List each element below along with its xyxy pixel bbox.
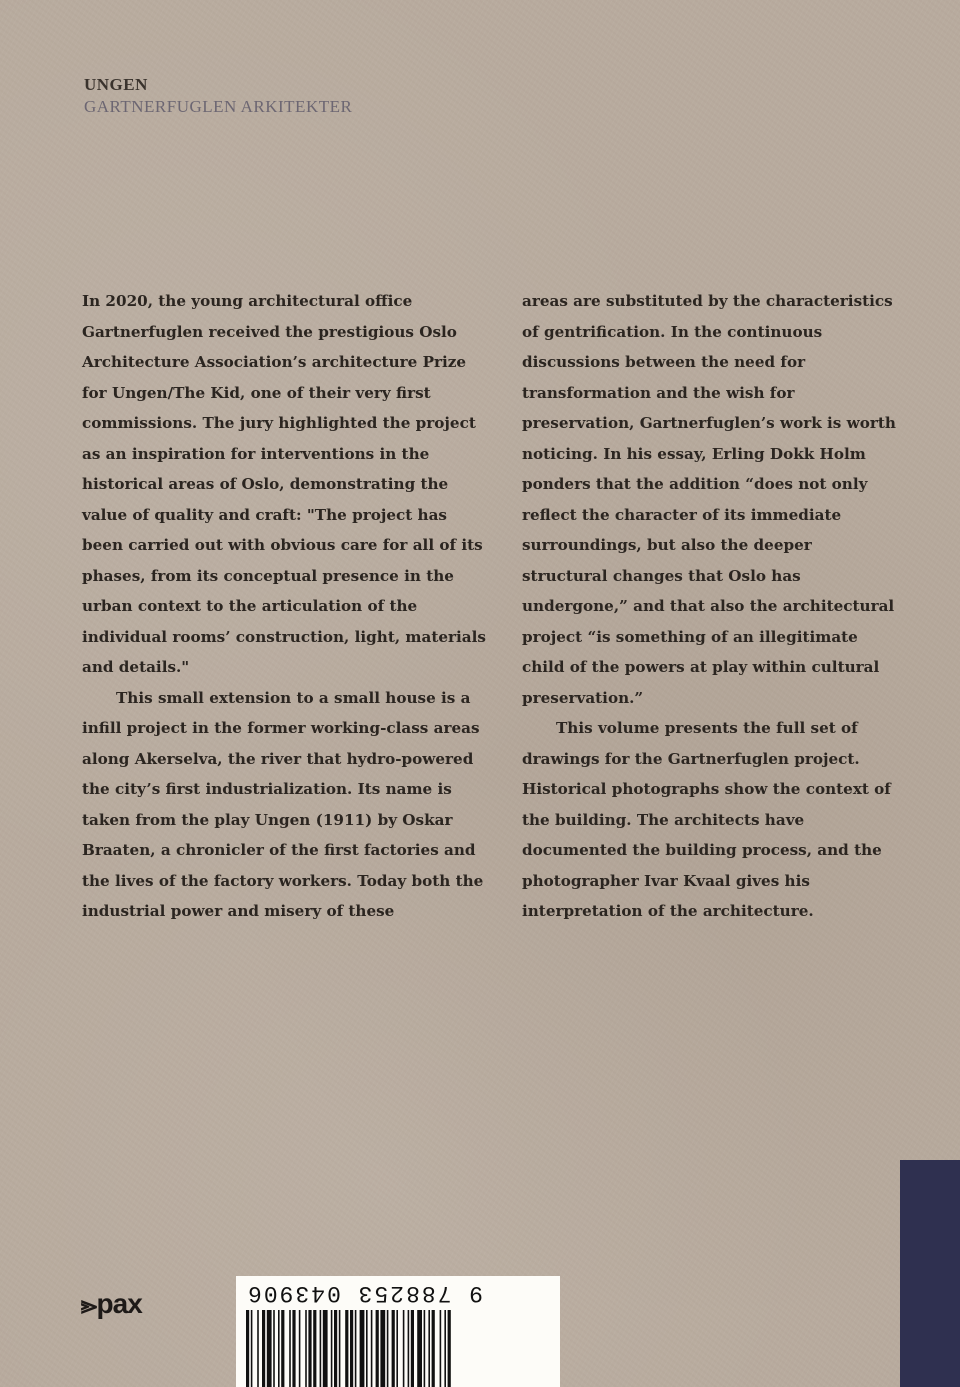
barcode-bar [387,1310,389,1387]
barcode-bar [448,1310,451,1387]
barcode-bar [408,1310,410,1387]
paragraph-3: areas are substituted by the characteristics of gentrification. In the continuous discussions between the need for transformation and the wish for preservation, Gartnerfuglen’s work is worth noticing. In his essay, Erling Dokk Holm ponders that the addition “does not only reflect the character of its immediate surroundings, but also the deeper structural changes that Oslo has undergone,” and that also the architectural project “is something of an illegitimate child of the powers at play within cultural preservation.” [522,292,896,707]
paragraph-1: In 2020, the young architectural office Gartnerfuglen received the prestigious Oslo Architecture Association’s architecture Prize for Ungen/The Kid, one of their very first commissions. The jury highlighted the project as an inspiration for interventions in the historical areas of Oslo, demonstrating the value of quality and craft: "The project has been carried out with obvious care for all of its phases, from its conceptual presence in the urban context to the articulation of the individual rooms’ construction, light, materials and details." [82,292,486,676]
barcode-bar [396,1310,398,1387]
barcode-bar [305,1310,307,1387]
barcode-bar [424,1310,426,1387]
barcode-bar [376,1310,379,1387]
barcode-bar [281,1310,284,1387]
barcode-bars [240,1310,556,1387]
paragraph-4: This volume presents the full set of drawings for the Gartnerfuglen project. Historical photographs show the context of the building. The architects have documented the building process, and the photographer Ivar Kvaal gives his interpretation of the architecture. [522,719,891,920]
barcode-bar [299,1310,301,1387]
book-header [84,74,352,118]
barcode-digits: 9 788253 043906 [246,1280,484,1306]
barcode-bar [308,1310,311,1387]
paragraph-2: This small extension to a small house is a infill project in the former working-class areas along Akerselva, the river that hydro-powered the city’s first industrialization. Its name is taken from the play Ungen (1911) by Oskar Braaten, a chronicler of the first factories and the lives of the factory workers. Today both the industrial power and misery of these [82,688,484,920]
publisher-logo [82,1288,142,1320]
barcode-bar [320,1310,322,1387]
barcode-bar [323,1310,328,1387]
barcode-bar [262,1310,265,1387]
publisher-logo-mark-icon: ⪢ [80,1292,96,1319]
publisher-logo-text: pax [96,1288,142,1319]
text-column-left [82,286,487,927]
barcode-bar [371,1310,373,1387]
barcode-bar [345,1310,348,1387]
color-block [900,1160,960,1387]
barcode-bar [428,1310,430,1387]
barcode-bar [273,1310,275,1387]
barcode-bar [355,1310,357,1387]
barcode-bar [251,1310,253,1387]
barcode-bar [403,1310,405,1387]
barcode-bar [350,1310,353,1387]
barcode-bar [417,1310,422,1387]
isbn-barcode [236,1276,560,1387]
barcode-bar [246,1310,249,1387]
barcode-bar [411,1310,414,1387]
barcode-bar [392,1310,395,1387]
barcode-bar [331,1310,333,1387]
barcode-bar [366,1310,368,1387]
barcode-bar [360,1310,365,1387]
barcode-bar [292,1310,295,1387]
barcode-bar [339,1310,341,1387]
barcode-bar [444,1310,446,1387]
book-author: GARTNERFUGLEN ARKITEKTER [84,97,353,116]
book-title: UNGEN [84,75,148,94]
barcode-bar [440,1310,442,1387]
barcode-bar [380,1310,385,1387]
barcode-bar [257,1310,259,1387]
text-column-right [522,286,902,927]
barcode-bar [278,1310,280,1387]
barcode-bar [334,1310,337,1387]
barcode-bar [432,1310,435,1387]
barcode-bar [289,1310,291,1387]
barcode-bar [313,1310,316,1387]
barcode-bar [267,1310,272,1387]
